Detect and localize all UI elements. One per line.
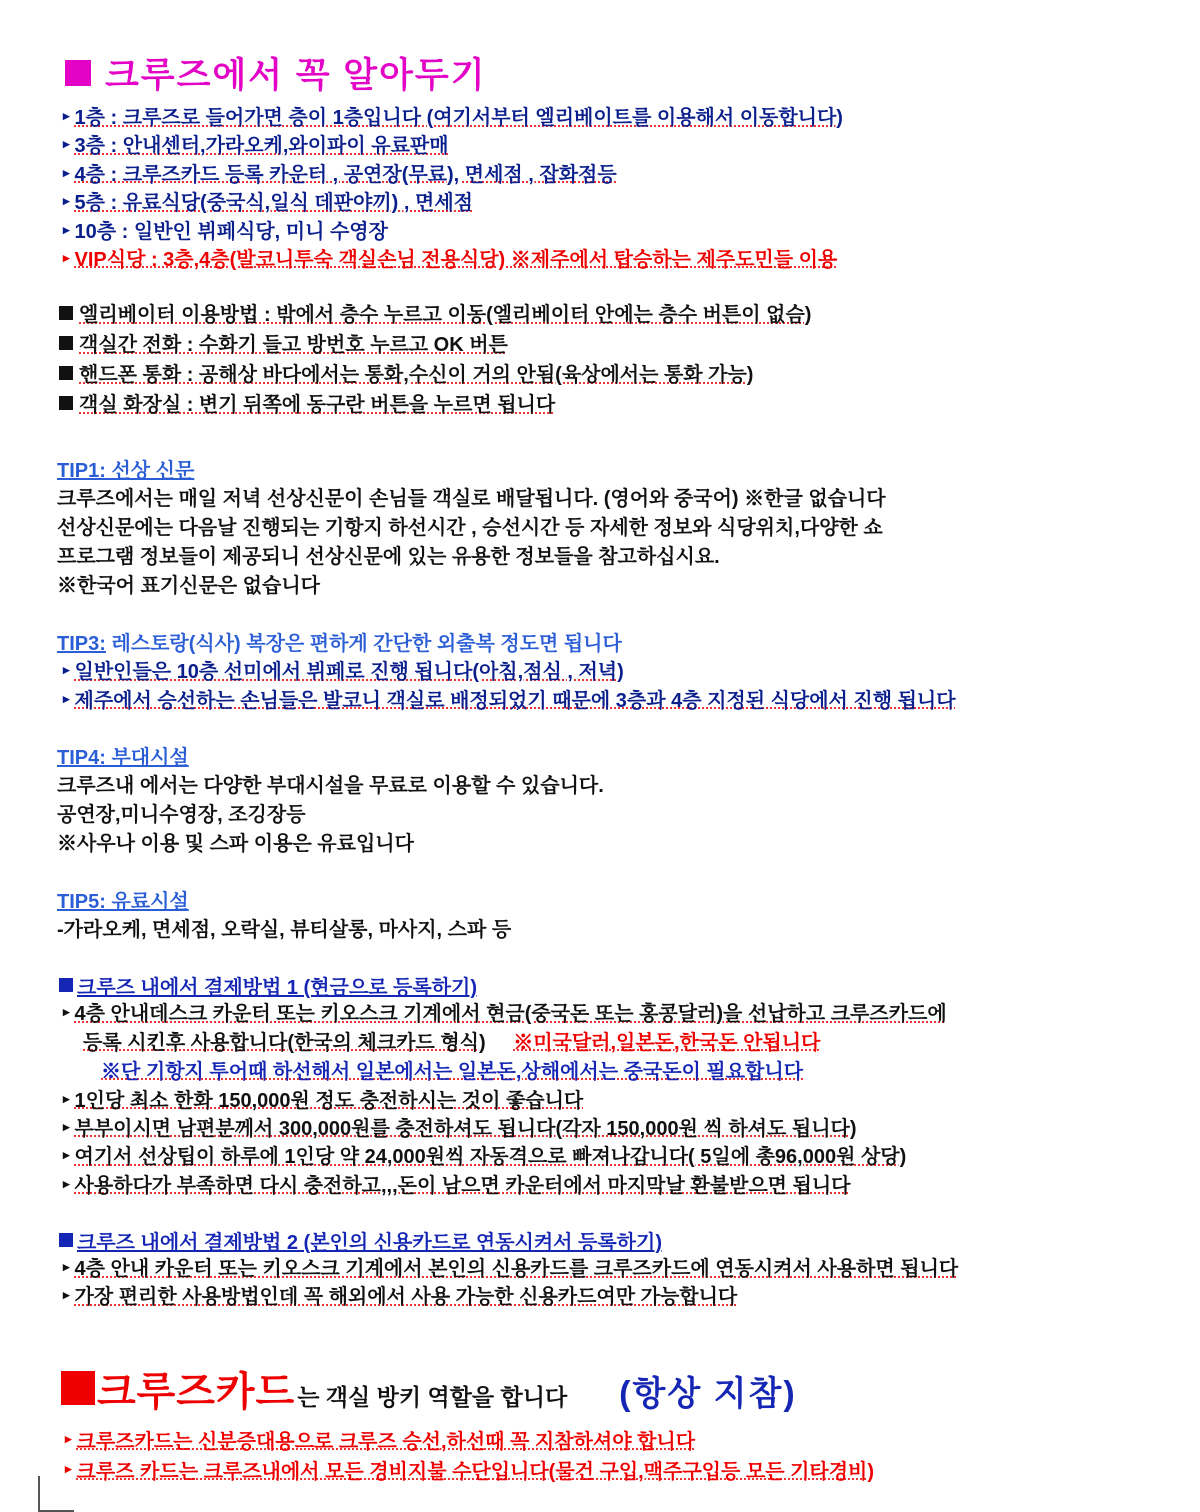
triangle-bullet-icon: ▸	[63, 108, 70, 123]
cruise-card-headline	[61, 1360, 1160, 1417]
list-item-label: 엘리베이터 이용방법 : 밖에서 층수 누르고 이동(엘리베이터 안에는 층수 버튼이 없슴)	[79, 304, 812, 327]
tip3-heading	[57, 627, 1160, 656]
list-item	[63, 104, 1160, 132]
list-item	[59, 390, 1160, 420]
payment-method-1-warning: ※미국달러,일본돈,한국돈 안됩니다	[513, 1031, 821, 1054]
black-square-icon	[59, 366, 73, 380]
tip4-line: ※사우나 이용 및 스파 이용은 유료입니다	[57, 833, 414, 856]
list-item-label: 객실 화장실 : 변기 뒤쪽에 동구란 버튼을 누르면 됩니다	[79, 394, 556, 417]
list-item-label: 객실간 전화 : 수화기 들고 방번호 누르고 OK 버튼	[79, 334, 508, 357]
tip3-heading-rest: 레스토랑(식사) 복장은 편하게 간단한 외출복 정도면 됩니다	[111, 633, 622, 656]
tip5-line: -가라오케, 면세점, 오락실, 뷰티살롱, 마사지, 스파 등	[57, 919, 512, 942]
cruise-card-subtitle: 는 객실 방키 역할을 합니다	[297, 1383, 568, 1410]
tip5-heading: TIP5: 유료시설	[57, 891, 189, 914]
tip4-line: 크루즈내 에서는 다양한 부대시설을 무료로 이용할 수 있습니다.	[57, 775, 604, 798]
tip5-section	[55, 885, 1160, 945]
list-item-label: 여기서 선상팁이 하루에 1인당 약 24,000원씩 자동격으로 빠져나갑니다( 5일에 총96,000원 상당)	[74, 1146, 907, 1169]
payment-method-1-line	[83, 1029, 1160, 1058]
list-item	[65, 1457, 1160, 1487]
triangle-bullet-icon: ▸	[63, 1259, 70, 1275]
list-item	[59, 360, 1160, 390]
tip4-heading: TIP4: 부대시설	[57, 747, 189, 770]
tip1-section	[55, 454, 1160, 601]
tip4-section	[55, 741, 1160, 859]
red-square-icon	[61, 1371, 95, 1405]
triangle-bullet-icon: ▸	[63, 193, 70, 209]
list-item	[63, 1000, 1160, 1028]
payment-method-1-note	[101, 1058, 1160, 1087]
floor-list	[55, 104, 1160, 274]
cruise-card-note: (항상 지참)	[619, 1374, 797, 1413]
triangle-bullet-icon: ▸	[63, 690, 70, 706]
list-item	[65, 1427, 1160, 1457]
tip1-line: 프로그램 정보들이 제공되니 선상신문에 있는 유용한 정보들을 참고하십시요.	[57, 546, 720, 569]
list-item	[63, 1283, 1160, 1311]
list-item-label: 부부이시면 남편분께서 300,000원를 충전하셔도 됩니다(각자 150,000원 씩 하셔도 됩니다)	[74, 1117, 857, 1140]
list-item-label: 제주에서 승선하는 손님들은 발코니 객실로 배정되었기 때문에 3층과 4층 지정된 식당에서 진행 됩니다	[74, 689, 956, 712]
list-item-label: 가장 편리한 사용방법인데 꼭 해외에서 사용 가능한 신용카드여만 가능합니다	[74, 1286, 738, 1309]
list-item	[63, 1172, 1160, 1200]
payment-method-2-heading	[59, 1226, 1160, 1255]
list-item	[59, 300, 1160, 330]
list-item-label: 10층 : 일반인 뷔페식당, 미니 수영장	[74, 220, 388, 243]
payment-method-2-section	[55, 1226, 1160, 1312]
cruise-card-title: 크루즈카드	[97, 1369, 296, 1414]
blue-square-icon	[59, 1233, 73, 1247]
triangle-bullet-icon: ▸	[63, 164, 70, 180]
page-corner-mark	[38, 1476, 74, 1512]
triangle-bullet-icon: ▸	[65, 1430, 72, 1446]
payment-method-1-line-label: 등록 시킨후 사용합니다(한국의 체크카드 형식)	[83, 1031, 486, 1054]
list-item	[63, 1115, 1160, 1143]
triangle-bullet-icon: ▸	[63, 221, 70, 237]
list-item	[63, 218, 1160, 246]
list-item-label: 4층 : 크루즈카드 등록 카운터 , 공연장(무료), 면세점 , 잡화점등	[74, 163, 617, 186]
list-item-label: 핸드폰 통화 : 공해상 바다에서는 통화,수신이 거의 안됨(육상에서는 통화 가능)	[79, 364, 754, 387]
tip1-line: 크루즈에서는 매일 저녁 선상신문이 손님들 객실로 배달됩니다. (영어와 중국어) ※한글 없습니다	[57, 488, 886, 511]
magenta-square-icon	[65, 60, 91, 86]
tip1-line: 선상신문에는 다음날 진행되는 기항지 하선시간 , 승선시간 등 자세한 정보와 식당위치,다양한 쇼	[57, 517, 883, 540]
list-item-label: 5층 : 유료식당(중국식,일식 데판야끼) , 면세점	[74, 192, 473, 215]
payment-method-1-section	[55, 971, 1160, 1200]
triangle-bullet-icon: ▸	[63, 136, 70, 152]
page-title-text: 크루즈에서 꼭 알아두기	[105, 56, 487, 95]
list-item-label: 1층 : 크루즈로 들어가면 층이 1층입니다 (여기서부터 엘리베이트를 이용해서 이동합니다)	[74, 107, 843, 129]
triangle-bullet-icon: ▸	[63, 662, 70, 678]
list-item	[63, 132, 1160, 160]
list-item	[63, 1143, 1160, 1171]
list-item	[63, 161, 1160, 189]
payment-method-1-note-label: ※단 기항지 투어때 하선해서 일본에서는 일본돈,상해에서는 중국돈이 필요합니다	[101, 1060, 804, 1083]
page-title	[65, 48, 1160, 98]
black-square-icon	[59, 396, 73, 410]
triangle-bullet-icon: ▸	[63, 1287, 70, 1303]
list-item-label: 사용하다가 부족하면 다시 충전하고,,,돈이 남으면 카운터에서 마지막날 환불받으면 됩니다	[74, 1174, 851, 1197]
list-item-label: 1인당 최소 한화 150,000원 정도 충전하시는 것이 좋습니다	[74, 1089, 584, 1112]
vip-dining-label: VIP식당 : 3층,4층(발코니투숙 객실손님 전용식당) ※제주에서 탑승하는 제주도민들 이용	[74, 248, 838, 271]
blue-square-icon	[59, 978, 73, 992]
list-item-label: 크루즈카드는 신분증대용으로 크루즈 승선,하선때 꼭 지참하셔야 합니다	[76, 1430, 696, 1453]
triangle-bullet-icon: ▸	[63, 249, 70, 265]
vip-dining-line	[63, 246, 1160, 274]
payment-method-2-heading-label: 크루즈 내에서 결제방법 2 (본인의 신용카드로 연동시켜서 등록하기)	[77, 1232, 662, 1255]
payment-method-1-heading-label: 크루즈 내에서 결제방법 1 (현금으로 등록하기)	[77, 977, 477, 1000]
payment-method-1-heading	[59, 971, 1160, 1000]
list-item-label: 일반인들은 10층 선미에서 뷔페로 진행 됩니다(아침,점심 , 저녁)	[74, 661, 624, 684]
list-item-label: 4층 안내 카운터 또는 키오스크 기계에서 본인의 신용카드를 크루즈카드에 연동시켜서 사용하면 됩니다	[74, 1258, 959, 1281]
triangle-bullet-icon: ▸	[63, 1147, 70, 1163]
list-item	[63, 687, 1160, 715]
tip1-line: ※한국어 표기신문은 없습니다	[57, 575, 320, 598]
triangle-bullet-icon: ▸	[63, 1004, 70, 1020]
list-item	[63, 189, 1160, 217]
black-square-icon	[59, 306, 73, 320]
list-item-label: 3층 : 안내센터,가라오케,와이파이 유료판매	[74, 135, 449, 158]
list-item	[63, 658, 1160, 686]
triangle-bullet-icon: ▸	[63, 1175, 70, 1191]
triangle-bullet-icon: ▸	[65, 1460, 72, 1476]
tip1-heading: TIP1: 선상 신문	[57, 460, 195, 483]
black-square-icon	[59, 336, 73, 350]
triangle-bullet-icon: ▸	[63, 1118, 70, 1134]
list-item-label: 4층 안내데스크 카운터 또는 키오스크 기계에서 현금(중국돈 또는 홍콩달러)을 선납하고 크루즈카드에	[74, 1003, 947, 1026]
info-block-list	[55, 300, 1160, 420]
tip3-section	[55, 627, 1160, 715]
tip4-line: 공연장,미니수영장, 조깅장등	[57, 804, 306, 827]
list-item	[63, 1255, 1160, 1283]
list-item	[59, 330, 1160, 360]
triangle-bullet-icon: ▸	[63, 1090, 70, 1106]
list-item-label: 크루즈 카드는 크루즈내에서 모든 경비지불 수단입니다(물건 구입,맥주구입등 모든 기타경비)	[76, 1460, 875, 1483]
cruise-card-section	[55, 1360, 1160, 1487]
tip3-heading-label: TIP3:	[57, 633, 106, 656]
list-item	[63, 1087, 1160, 1115]
